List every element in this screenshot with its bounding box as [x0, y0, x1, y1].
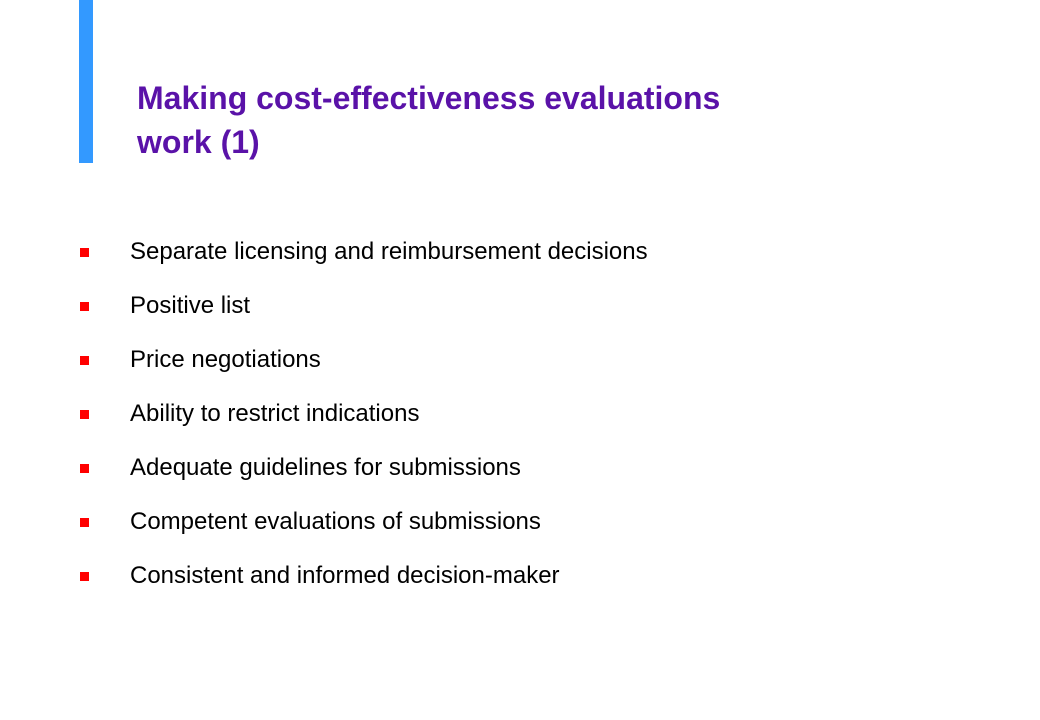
square-bullet-icon [80, 464, 89, 473]
bullet-text: Ability to restrict indications [130, 400, 420, 427]
square-bullet-icon [80, 410, 89, 419]
bullet-item [80, 549, 648, 603]
square-bullet-icon [80, 356, 89, 365]
bullet-text: Separate licensing and reimbursement decisions [130, 238, 648, 265]
accent-bar [79, 0, 93, 163]
bullet-text: Consistent and informed decision-maker [130, 562, 560, 589]
bullet-text: Positive list [130, 292, 251, 319]
slide-title-line-1: Making cost-effectiveness evaluations [137, 80, 721, 116]
bullet-text: Competent evaluations of submissions [130, 508, 541, 535]
slide-title-line-2: work (1) [137, 124, 260, 160]
bullet-text: Adequate guidelines for submissions [130, 454, 521, 481]
square-bullet-icon [80, 248, 89, 257]
bullet-item [80, 387, 648, 441]
slide-title [137, 76, 897, 164]
bullet-list [80, 225, 648, 603]
bullet-item [80, 279, 648, 333]
bullet-item [80, 441, 648, 495]
bullet-item [80, 333, 648, 387]
square-bullet-icon [80, 302, 89, 311]
bullet-item [80, 495, 648, 549]
bullet-item [80, 225, 648, 279]
bullet-text: Price negotiations [130, 346, 321, 373]
square-bullet-icon [80, 572, 89, 581]
square-bullet-icon [80, 518, 89, 527]
